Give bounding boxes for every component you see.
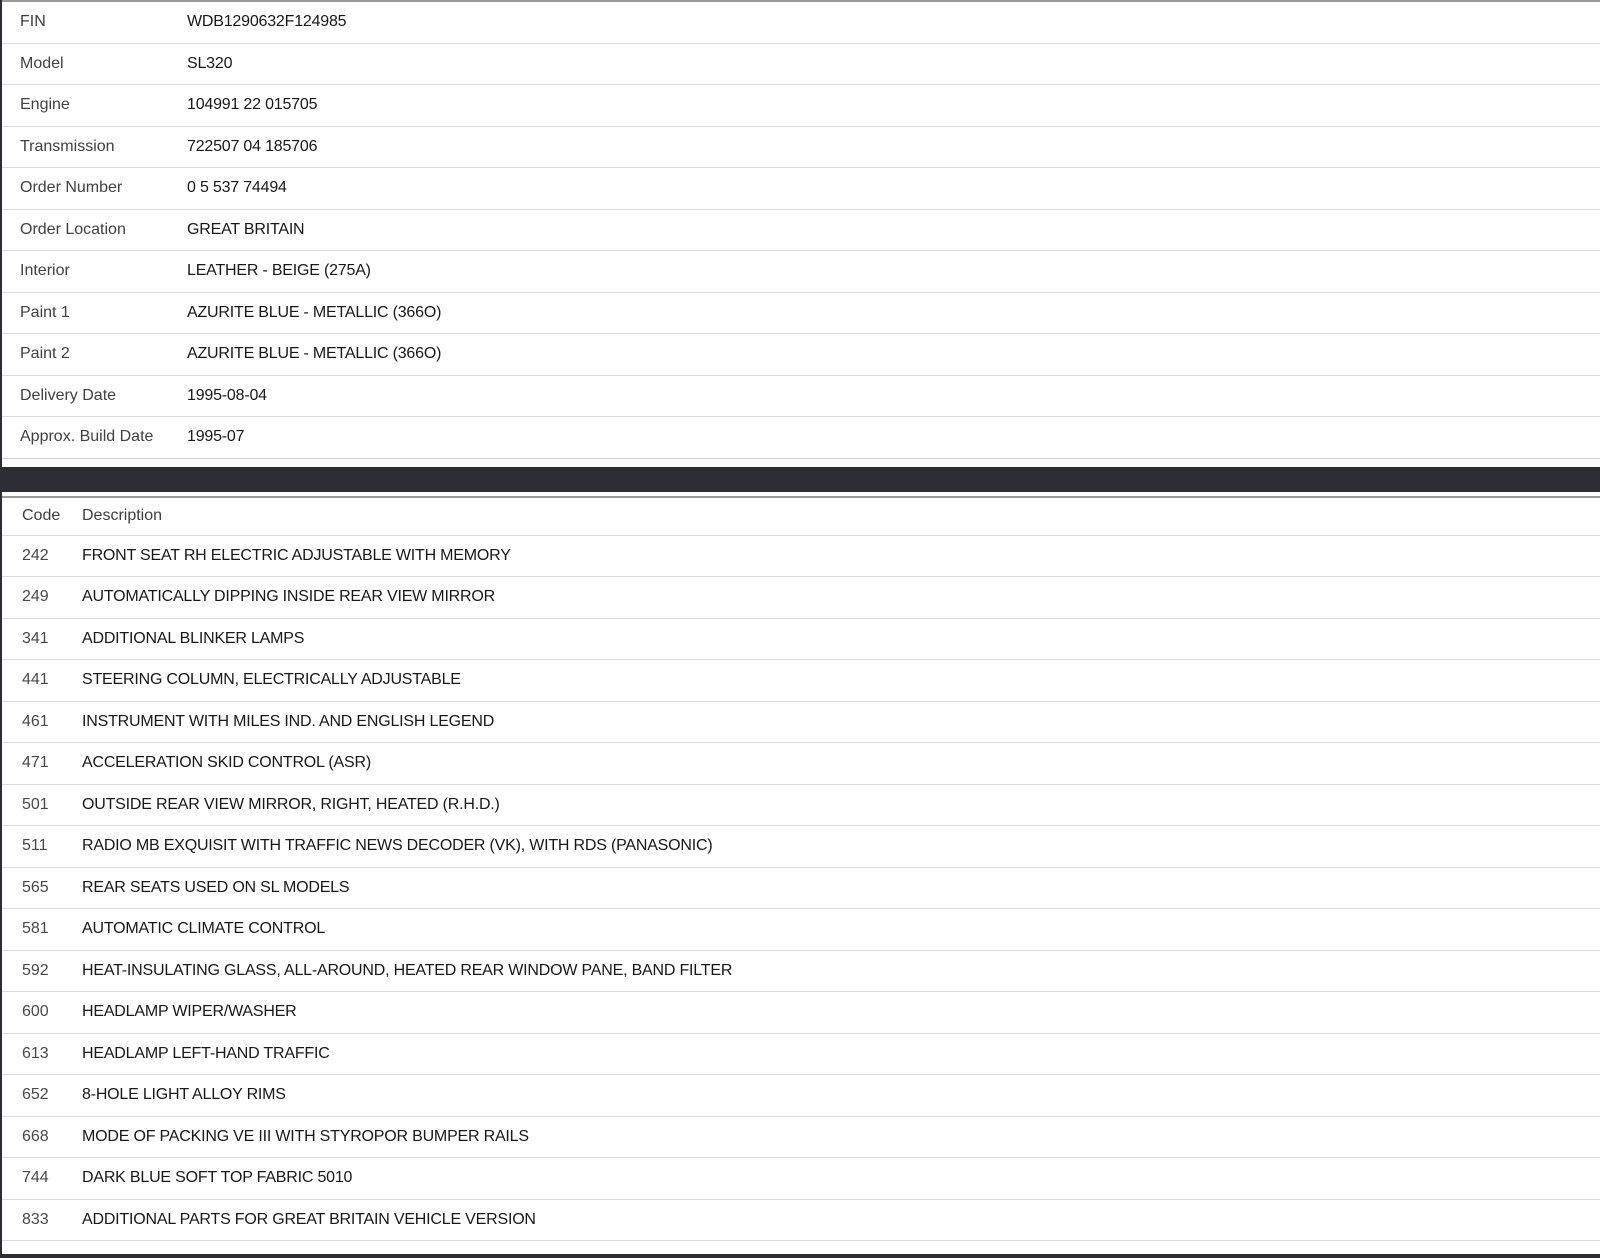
- bottom-section-bar: [2, 1254, 1600, 1258]
- option-description: ADDITIONAL BLINKER LAMPS: [82, 629, 305, 647]
- option-code: 249: [22, 588, 49, 606]
- option-code: 613: [22, 1044, 49, 1062]
- table-row: [2, 536, 1600, 578]
- option-description: RADIO MB EXQUISIT WITH TRAFFIC NEWS DECODER (VK), WITH RDS (PANASONIC): [82, 837, 713, 855]
- table-row: [2, 1075, 1600, 1117]
- table-row: [2, 293, 1600, 335]
- option-code: 833: [22, 1210, 49, 1228]
- option-description: STEERING COLUMN, ELECTRICALLY ADJUSTABLE: [82, 671, 461, 689]
- option-code: 744: [22, 1169, 49, 1187]
- table-row: [2, 660, 1600, 702]
- table-row: [2, 1034, 1600, 1076]
- equipment-codes-table: [2, 496, 1600, 1242]
- row-label: Order Number: [20, 179, 123, 197]
- table-row: [2, 85, 1600, 127]
- table-row: [2, 376, 1600, 418]
- table-row: [2, 951, 1600, 993]
- row-value: AZURITE BLUE - METALLIC (366O): [187, 345, 442, 363]
- row-value: GREAT BRITAIN: [187, 220, 305, 238]
- row-value: AZURITE BLUE - METALLIC (366O): [187, 303, 442, 321]
- option-description: DARK BLUE SOFT TOP FABRIC 5010: [82, 1169, 353, 1187]
- option-code: 501: [22, 795, 49, 813]
- row-value: WDB1290632F124985: [187, 13, 347, 31]
- table-row: [2, 2, 1600, 44]
- row-value: 1995-08-04: [187, 386, 267, 404]
- option-description: HEAT-INSULATING GLASS, ALL-AROUND, HEATED REAR WINDOW PANE, BAND FILTER: [82, 961, 733, 979]
- row-label: Paint 2: [20, 345, 70, 363]
- table-row: [2, 577, 1600, 619]
- table-row: [2, 1200, 1600, 1242]
- table-row: [2, 868, 1600, 910]
- option-description: OUTSIDE REAR VIEW MIRROR, RIGHT, HEATED (R.H.D.): [82, 795, 500, 813]
- option-code: 471: [22, 754, 49, 772]
- option-description: AUTOMATIC CLIMATE CONTROL: [82, 920, 326, 938]
- table-row: [2, 1158, 1600, 1200]
- option-code: 441: [22, 671, 49, 689]
- row-label: Order Location: [20, 220, 126, 238]
- table-row: [2, 1117, 1600, 1159]
- code-column-header: Code: [22, 507, 61, 524]
- option-description: MODE OF PACKING VE III WITH STYROPOR BUMPER RAILS: [82, 1127, 529, 1145]
- table-row: [2, 210, 1600, 252]
- description-column-header: Description: [82, 507, 163, 524]
- row-value: LEATHER - BEIGE (275A): [187, 262, 371, 280]
- table-row: [2, 826, 1600, 868]
- table-row: [2, 992, 1600, 1034]
- option-code: 600: [22, 1003, 49, 1021]
- row-label: Model: [20, 54, 64, 72]
- option-description: ACCELERATION SKID CONTROL (ASR): [82, 754, 371, 772]
- table-header-row: [2, 498, 1600, 536]
- row-value: 1995-07: [187, 428, 245, 446]
- option-code: 668: [22, 1127, 49, 1145]
- row-value: 104991 22 015705: [187, 96, 318, 114]
- row-label: Paint 1: [20, 303, 70, 321]
- option-code: 592: [22, 961, 49, 979]
- option-code: 652: [22, 1086, 49, 1104]
- table-row: [2, 909, 1600, 951]
- row-label: Delivery Date: [20, 386, 117, 404]
- row-label: Interior: [20, 262, 70, 280]
- table-row: [2, 334, 1600, 376]
- row-value: 722507 04 185706: [187, 137, 318, 155]
- row-label: Engine: [20, 96, 70, 114]
- table-row: [2, 785, 1600, 827]
- option-description: INSTRUMENT WITH MILES IND. AND ENGLISH LEGEND: [82, 712, 495, 730]
- row-label: Approx. Build Date: [20, 428, 154, 446]
- table-row: [2, 44, 1600, 86]
- row-value: SL320: [187, 54, 233, 72]
- table-row: [2, 702, 1600, 744]
- option-description: ADDITIONAL PARTS FOR GREAT BRITAIN VEHICLE VERSION: [82, 1210, 536, 1228]
- option-description: HEADLAMP LEFT-HAND TRAFFIC: [82, 1044, 330, 1062]
- option-code: 511: [22, 837, 48, 855]
- option-description: REAR SEATS USED ON SL MODELS: [82, 878, 350, 896]
- vehicle-info-table: [2, 0, 1600, 459]
- row-value: 0 5 537 74494: [187, 179, 287, 197]
- option-code: 565: [22, 878, 49, 896]
- table-row: [2, 417, 1600, 459]
- section-divider-bar: [2, 467, 1600, 492]
- option-code: 581: [22, 920, 49, 938]
- option-code: 461: [22, 712, 49, 730]
- option-code: 341: [22, 629, 49, 647]
- table-row: [2, 251, 1600, 293]
- table-row: [2, 743, 1600, 785]
- table-row: [2, 619, 1600, 661]
- row-label: FIN: [20, 13, 46, 31]
- row-label: Transmission: [20, 137, 115, 155]
- table-row: [2, 168, 1600, 210]
- table-row: [2, 127, 1600, 169]
- option-description: AUTOMATICALLY DIPPING INSIDE REAR VIEW MIRROR: [82, 588, 495, 606]
- option-description: 8-HOLE LIGHT ALLOY RIMS: [82, 1086, 286, 1104]
- option-code: 242: [22, 546, 49, 564]
- option-description: FRONT SEAT RH ELECTRIC ADJUSTABLE WITH MEMORY: [82, 546, 511, 564]
- option-description: HEADLAMP WIPER/WASHER: [82, 1003, 297, 1021]
